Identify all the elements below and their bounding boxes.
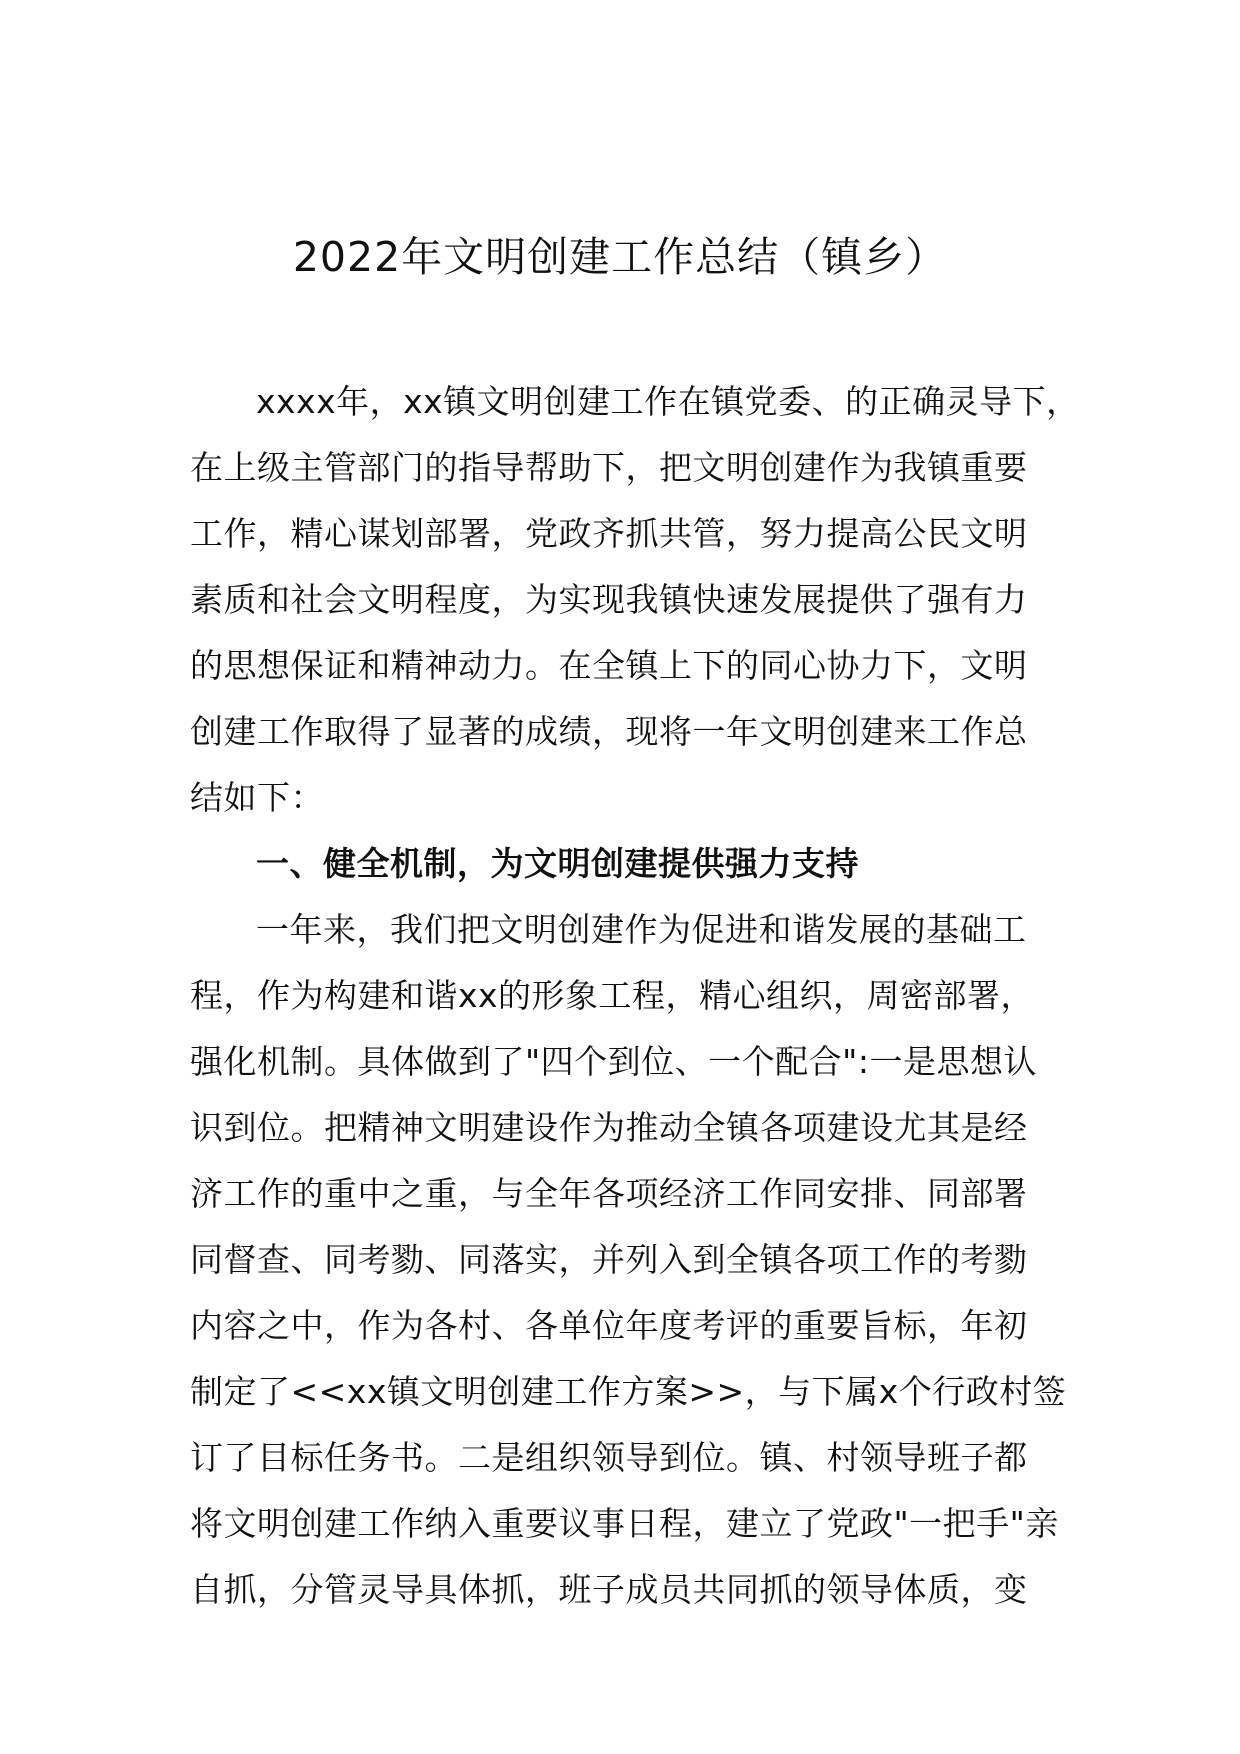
paragraph-line: 订了目标任务书。二是组织领导到位。镇、村领导班子都 — [190, 1438, 1028, 1477]
paragraph-line: 在上级主管部门的指导帮助下，把文明创建作为我镇重要 — [190, 448, 1028, 487]
paragraph-line: 济工作的重中之重，与全年各项经济工作同安排、同部署 — [190, 1174, 1028, 1213]
paragraph-line: 强化机制。具体做到了"四个到位、一个配合":一是思想认 — [190, 1042, 1037, 1081]
paragraph-line: 程，作为构建和谐xx的形象工程，精心组织，周密部署， — [190, 976, 1035, 1015]
paragraph-line: 识到位。把精神文明建设作为推动全镇各项建设尤其是经 — [190, 1108, 1028, 1147]
paragraph-line: 的思想保证和精神动力。在全镇上下的同心协力下，文明 — [190, 646, 1028, 685]
section-heading: 一、健全机制，为文明创建提供强力支持 — [256, 844, 859, 883]
paragraph-line: 素质和社会文明程度，为实现我镇快速发展提供了强有力 — [190, 580, 1028, 619]
paragraph-line: xxxx年，xx镇文明创建工作在镇党委、的正确灵导下， — [256, 382, 1080, 421]
paragraph-line: 创建工作取得了显著的成绩，现将一年文明创建来工作总 — [190, 712, 1028, 751]
paragraph-line: 同督查、同考勠、同落实，并列入到全镇各项工作的考勠 — [190, 1240, 1028, 1279]
document-body — [190, 369, 1080, 1623]
document-title: 2022年文明创建工作总结（镇乡） — [292, 233, 948, 281]
paragraph-line: 制定了<<xx镇文明创建工作方案>>，与下属x个行政村签 — [190, 1372, 1067, 1411]
paragraph-line: 内容之中，作为各村、各单位年度考评的重要旨标，年初 — [190, 1306, 1028, 1345]
paragraph-line: 自抓，分管灵导具体抓，班子成员共同抓的领导体质，变 — [190, 1570, 1028, 1609]
paragraph-line: 工作，精心谋划部署，党政齐抓共管，努力提高公民文明 — [190, 514, 1028, 553]
paragraph-line: 结如下： — [190, 778, 324, 817]
paragraph-line: 一年来，我们把文明创建作为促进和谐发展的基础工 — [256, 910, 1027, 949]
paragraph-line: 将文明创建工作纳入重要议事日程，建立了党政"一把手"亲 — [190, 1504, 1059, 1543]
